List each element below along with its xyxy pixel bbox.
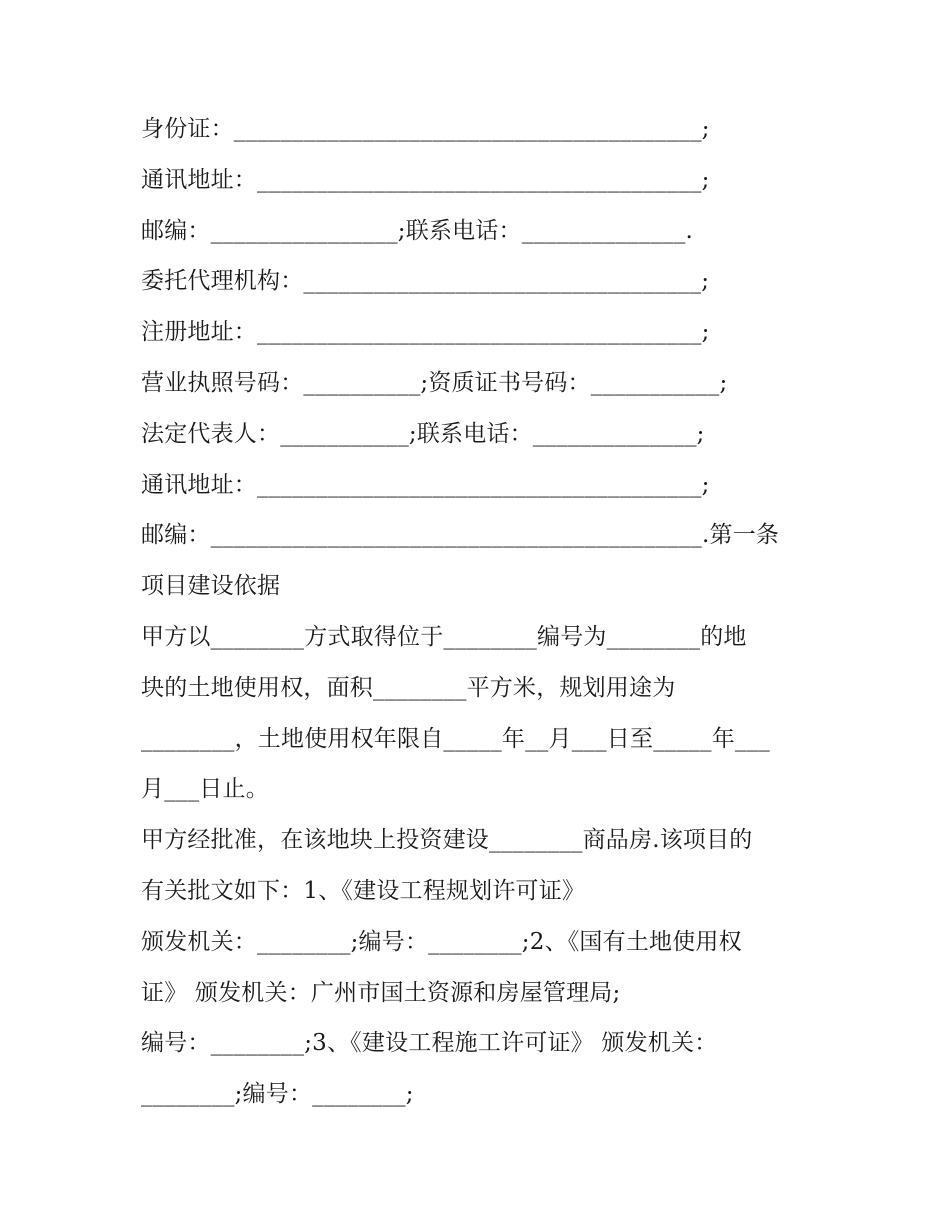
paragraph-line: ________;编号：________; xyxy=(141,1081,414,1108)
paragraph-line: 有关批文如下：1、《建设工程规划许可证》 xyxy=(141,877,586,904)
document-body xyxy=(141,104,821,1120)
postcode-phone-line: 邮编：________________;联系电话：______________. xyxy=(141,217,694,244)
agency-postcode-line: 邮编：__________________________________________.第一条 xyxy=(141,522,780,549)
paragraph-line: 证》 颁发机关：广州市国土资源和房屋管理局; xyxy=(141,979,621,1006)
legal-representative-line: 法定代表人：___________;联系电话：______________; xyxy=(141,420,705,447)
paragraph-line: 块的土地使用权，面积________平方米，规划用途为 xyxy=(141,674,676,701)
paragraph-line: 甲方经批准，在该地块上投资建设________商品房.该项目的 xyxy=(141,827,753,854)
paragraph-line: 颁发机关：________;编号：________;2、《国有土地使用权 xyxy=(141,928,742,955)
agency-line: 委托代理机构：__________________________________; xyxy=(141,268,710,295)
license-number-line: 营业执照号码：__________;资质证书号码：___________; xyxy=(141,369,728,396)
paragraph-line: 编号：________;3、《建设工程施工许可证》 颁发机关： xyxy=(141,1030,718,1057)
agency-mailing-address-line: 通讯地址：______________________________________; xyxy=(141,471,710,498)
paragraph-line: 月___日止。 xyxy=(141,776,269,803)
id-card-line: 身份证：________________________________________; xyxy=(141,116,710,142)
paragraph-line: 甲方以________方式取得位于________编号为________的地 xyxy=(141,623,747,650)
registered-address-line: 注册地址：______________________________________; xyxy=(141,319,710,346)
section-heading: 项目建设依据 xyxy=(141,573,281,600)
paragraph-line: ________，土地使用权年限自_____年__月___日至_____年___ xyxy=(141,725,770,752)
mailing-address-line: 通讯地址：______________________________________; xyxy=(141,166,710,193)
